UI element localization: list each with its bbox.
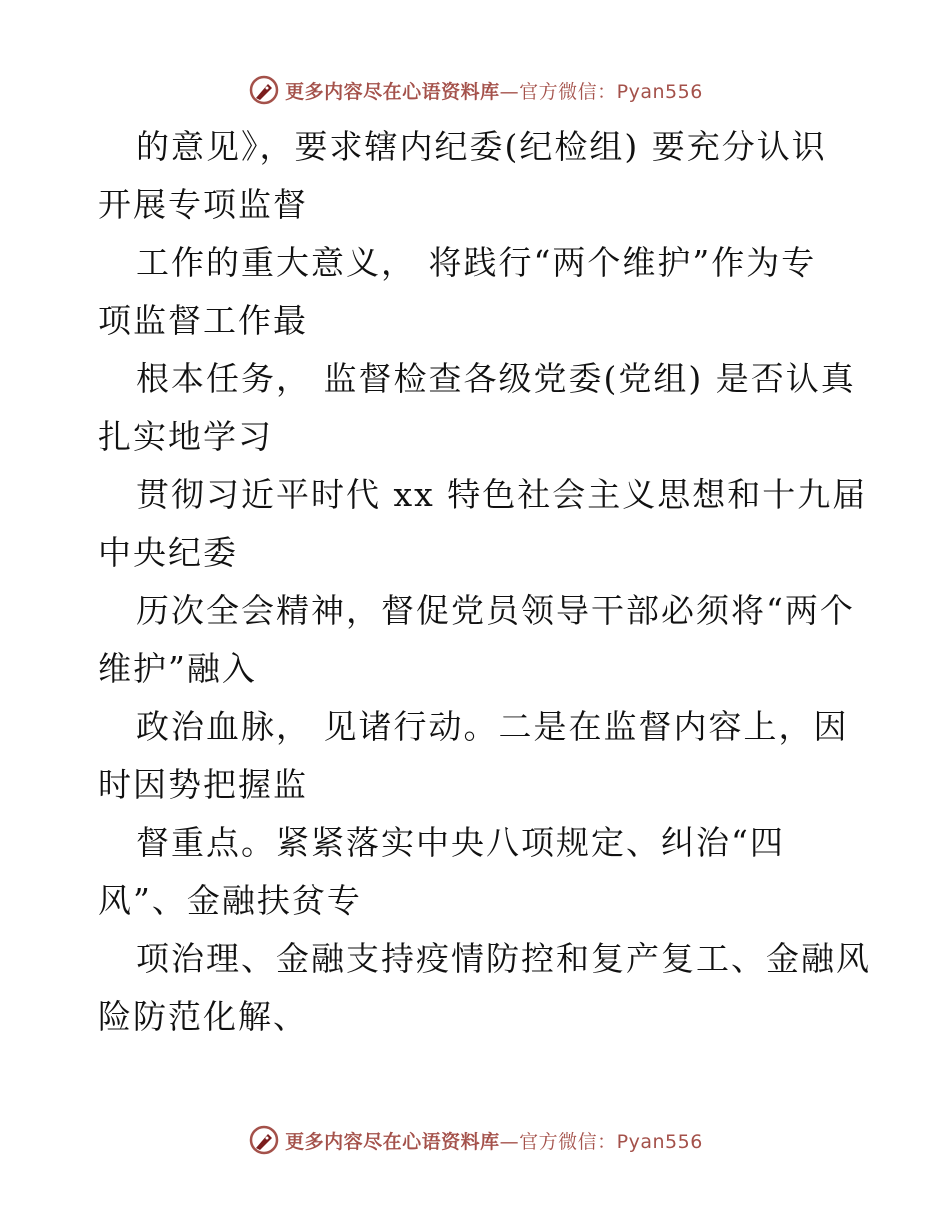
body-line: 的意见》，要求辖内纪委(纪检组) 要充分认识	[136, 127, 827, 166]
body-line: 时因势把握监	[98, 765, 308, 804]
body-line: 贯彻习近平时代 xx 特色社会主义思想和十九届	[136, 475, 868, 514]
body-line: 历次全会精神，督促党员领导干部必须将“两个	[136, 591, 855, 630]
body-line: 工作的重大意义， 将践行“两个维护”作为专	[136, 243, 817, 282]
body-line: 险防范化解、	[98, 997, 308, 1036]
pen-nib-logo-icon	[247, 1123, 281, 1157]
header-banner-text	[285, 77, 703, 104]
body-line: 开展专项监督	[98, 185, 308, 224]
body-line: 督重点。紧紧落实中央八项规定、纠治“四	[136, 823, 785, 862]
body-line: 中央纪委	[98, 533, 238, 572]
header-banner-wechat: —官方微信：Pyan556	[499, 80, 703, 103]
body-line: 扎实地学习	[98, 417, 273, 456]
body-line: 项治理、金融支持疫情防控和复产复工、金融风	[136, 939, 871, 978]
header-banner-bold: 更多内容尽在心语资料库	[285, 80, 500, 103]
footer-banner-wechat: —官方微信：Pyan556	[499, 1130, 703, 1153]
body-line: 风”、金融扶贫专	[98, 881, 362, 920]
footer-banner-bold: 更多内容尽在心语资料库	[285, 1130, 500, 1153]
footer-banner-text	[285, 1127, 703, 1154]
header-banner	[0, 70, 950, 110]
body-line: 项监督工作最	[98, 301, 308, 340]
pen-nib-logo-icon	[247, 73, 281, 107]
body-line: 根本任务， 监督检查各级党委(党组) 是否认真	[136, 359, 856, 398]
document-body	[98, 118, 898, 1046]
body-line: 维护”融入	[98, 649, 257, 688]
body-line: 政治血脉， 见诸行动。二是在监督内容上，因	[136, 707, 849, 746]
footer-banner	[0, 1120, 950, 1160]
